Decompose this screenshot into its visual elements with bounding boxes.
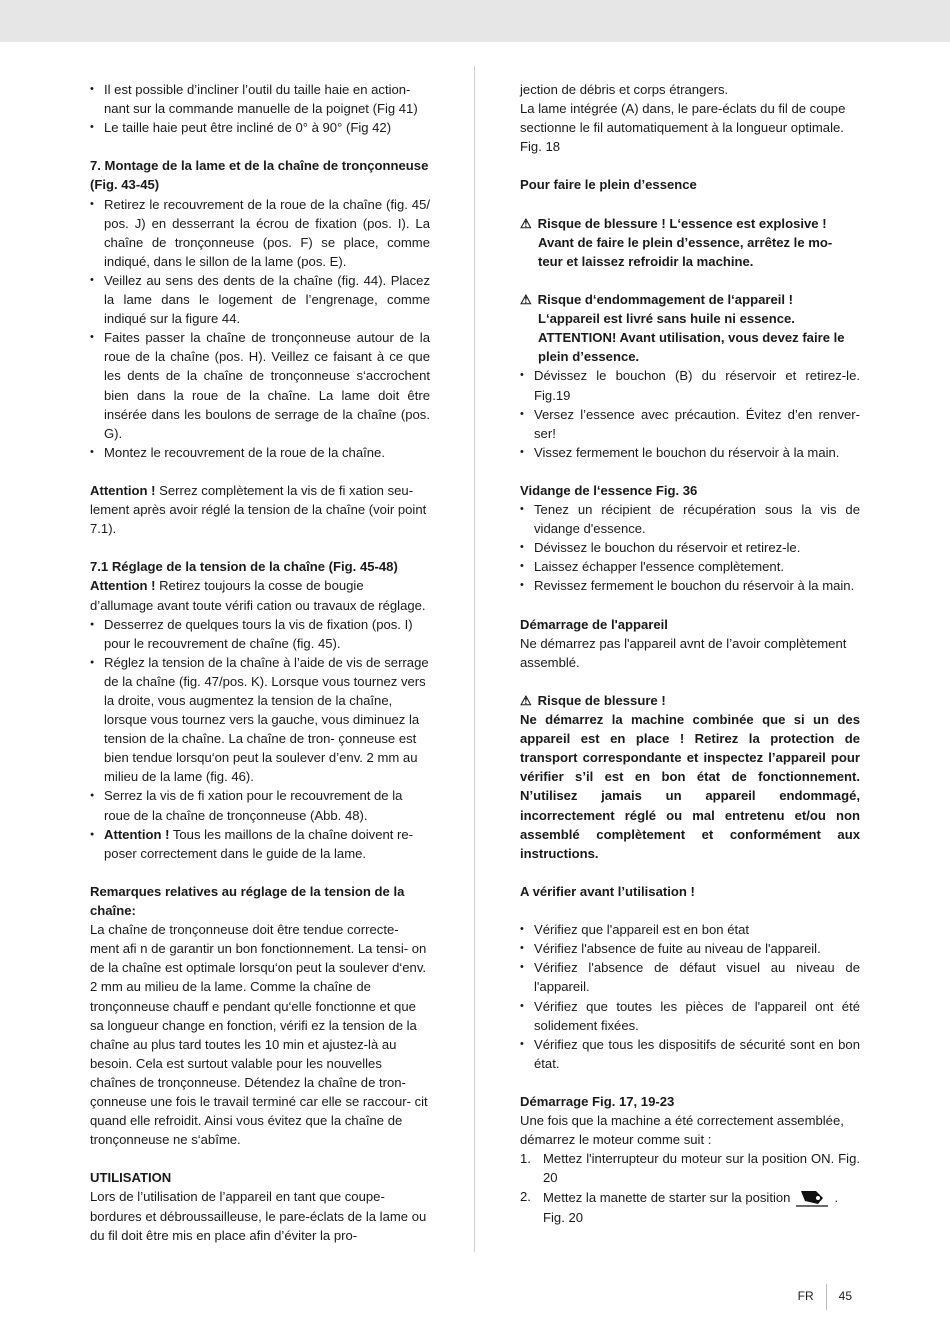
list-item: • Vissez fermement le bouchon du réservoir à la main. — [520, 443, 860, 462]
list-item: • Il est possible d’incliner l’outil du taille haie en action- nant sur la commande manuelle de la poignet (Fig 41) — [90, 80, 430, 118]
drain-title: Vidange de l‘essence Fig. 36 — [520, 482, 698, 498]
attention-text: Retirez toujours la cosse de bougie d’allumage avant toute vérifi cation ou travaux de réglage. — [90, 578, 426, 613]
warning-title: Risque de blessure ! L‘essence est explosive ! — [537, 215, 827, 231]
attention-text: Serrez complètement la vis de fi xation seu- lement après avoir réglé la tension de la chaîne (voir point 7.1). — [90, 482, 427, 537]
attention-label: Attention ! — [104, 826, 170, 842]
warning-text: L‘appareil est livré sans huile ni essence. ATTENTION! Avant utilisation, vous devez faire le plein d’essence. — [538, 311, 845, 365]
warning-text: Ne démarrez la machine combinée que si un des appareil est en place ! Retirez la protection de transport correspondante et inspectez l’appareil pour vérifier s’il est en bon état de fonctionnement. N’utilisez jamais un appareil endommagé, incorrectement réglé ou mal entretenu et/ou non assemblé complètement et conformément aux instructions. — [520, 712, 860, 861]
warning-text: Avant de faire le plein d’essence, arrêtez le mo- teur et laissez refroidir la machine. — [538, 234, 833, 269]
drain-list — [520, 500, 860, 595]
list-item: • Vérifiez que toutes les pièces de l'appareil ont été solidement fixées. — [520, 997, 860, 1035]
check-title: A vérifier avant l’utilisation ! — [520, 883, 695, 899]
utilisation-title: UTILISATION — [90, 1170, 172, 1186]
section-7-list — [90, 195, 430, 462]
list-item: • Revissez fermement le bouchon du réservoir à la main. — [520, 576, 860, 595]
warning-title: Risque de blessure ! — [537, 693, 666, 708]
attention-label: Attention ! — [90, 578, 156, 594]
step-number: 1. — [520, 1151, 531, 1167]
steps-list — [520, 1149, 860, 1226]
warning-triangle-icon: ⚠ — [520, 292, 532, 308]
step-fig: Fig. 20 — [543, 1209, 584, 1225]
left-column — [90, 80, 430, 1245]
startup-text: Ne démarrez pas l'appareil avnt de l’avoir complètement assemblé. — [520, 635, 847, 670]
list-item: • Retirez le recouvrement de la roue de la chaîne (fig. 45/ pos. J) en desserrant la écrou de fixation (pos. I). La chaîne de tronçonneuse (pos. F) se place, comme indiqué, dans le sillon de la lame (pos. E). — [90, 195, 430, 271]
list-item: ● Serrez la vis de fi xation pour le recouvrement de la roue de la chaîne de tronçonneuse (Abb. 48). — [90, 786, 430, 824]
fuel-title: Pour faire le plein d’essence — [520, 177, 697, 193]
attention-note-1 — [90, 481, 430, 538]
list-item — [90, 825, 430, 863]
column-divider — [474, 66, 475, 1252]
step-item — [520, 1187, 860, 1226]
list-item: • Vérifiez que l'appareil est en bon état — [520, 920, 860, 939]
choke-symbol-icon — [796, 1187, 828, 1207]
list-item: • Le taille haie peut être incliné de 0° à 90° (Fig 42) — [90, 118, 430, 137]
step-end: . — [834, 1190, 839, 1206]
attention-text: Tous les maillons de la chaîne doivent re- poser correctement dans le guide de la lame. — [104, 826, 414, 861]
section-7-1-list — [90, 615, 430, 863]
utilisation-text: Lors de l’utilisation de l’appareil en tant que coupe- bordures et débroussailleuse, le pare-éclats de la lame ou du fil doit être mis en place afin d’éviter la pro- — [90, 1189, 427, 1243]
continued-text: jection de débris et corps étrangers. — [520, 82, 729, 97]
top-band — [0, 0, 950, 42]
list-item: • Vérifiez l'absence de défaut visuel au niveau de l'appareil. — [520, 958, 860, 996]
footer-separator — [826, 1284, 827, 1310]
list-item: • Versez l’essence avec précaution. Évitez d’en renver- ser! — [520, 405, 860, 443]
list-item: • Dévissez le bouchon du réservoir et retirez-le. — [520, 538, 860, 557]
remarks-text: La chaîne de tronçonneuse doit être tendue correcte- ment afi n de garantir un bon fonctionnement. La tensi- on de la chaîne est optimale lorsqu‘on peut la soulever d‘env. 2 mm au milieu de la lame. Comme la chaîne de tronçonneuse chauff e pendant qu‘elle fonctionne et que sa longueur change en fonction, vérifi ez la tension de la chaîne au plus tard toutes les 10 min et ajustez-là au besoin. Cela est surtout valable pour les nouvelles chaînes de tronçonneuse. Détendez la chaîne de tron- çonneuse une fois le travail terminé car elle se raccour- cit quand elle refroidit. Ainsi vous évitez que la chaîne de tronçonneuse ne s‘abîme. — [90, 922, 428, 1148]
list-item: • Vérifiez que tous les dispositifs de sécurité sont en bon état. — [520, 1035, 860, 1073]
list-item: ● Desserrez de quelques tours la vis de fixation (pos. I) pour le recouvrement de chaîne (fig. 45). — [90, 615, 430, 653]
page-footer — [798, 1284, 852, 1310]
attention-label: Attention ! — [90, 482, 156, 498]
warning-triangle-icon: ⚠ — [520, 693, 532, 708]
page-number: 45 — [838, 1289, 852, 1304]
list-item: • Faites passer la chaîne de tronçonneuse autour de la roue de la chaîne (pos. H). Veillez ce faisant à ce que les dents de la chaîne de tronçonneuse s‘accrochent bien dans la roue de la chaîne. La lame doit être insérée dans les boulons de serrage de la chaîne (pos. G). — [90, 328, 430, 443]
starting-text: Une fois que la machine a été correctement assemblée, démarrez le moteur comme suit : — [520, 1113, 844, 1148]
list-item: • Dévissez le bouchon (B) du réservoir et retirez-le. Fig.19 — [520, 366, 860, 404]
blade-text: La lame intégrée (A) dans, le pare-éclats du fil de coupe sectionne le fil automatiquement à la longueur optimale. Fig. 18 — [520, 101, 846, 155]
check-list — [520, 920, 860, 1073]
fuel-list — [520, 366, 860, 461]
list-item: • Tenez un récipient de récupération sous la vis de vidange d'essence. — [520, 500, 860, 538]
step-text: Mettez l'interrupteur du moteur sur la position ON. Fig. 20 — [543, 1151, 860, 1186]
warning-triangle-icon: ⚠ — [520, 215, 532, 231]
list-item: • Veillez au sens des dents de la chaîne (fig. 44). Placez la lame dans le logement de l’engrenage, comme indiqué sur la figure 44. — [90, 271, 430, 328]
list-item: • Vérifiez l'absence de fuite au niveau de l'appareil. — [520, 939, 860, 958]
warning-damage — [520, 290, 860, 366]
right-column — [520, 80, 860, 1227]
list-item: • Montez le recouvrement de la roue de la chaîne. — [90, 443, 430, 462]
list-item: ● Réglez la tension de la chaîne à l’aide de vis de serrage de la chaîne (fig. 47/pos. K). Lorsque vous tournez vers la droite, vous augmentez la tension de la chaîne, lorsque vous tournez vers la gauche, vous diminuez la tension de la chaîne. La chaîne de tron- çonneuse est bien tendue lorsqu‘on peut la soulever d’env. 2 mm au milieu de la lame (fig. 46). — [90, 653, 430, 787]
warning-title: Risque d‘endommagement de l‘appareil ! — [537, 292, 794, 308]
intro-list — [90, 80, 430, 137]
startup-title: Démarrage de l'appareil — [520, 616, 668, 632]
warning-explosive — [520, 214, 860, 271]
attention-note-2 — [90, 576, 430, 614]
warning-injury — [520, 691, 860, 863]
remarks-title: Remarques relatives au réglage de la tension de la chaîne: — [90, 883, 405, 919]
starting-title: Démarrage Fig. 17, 19-23 — [520, 1093, 675, 1109]
step-item — [520, 1149, 860, 1187]
section-7-title: 7. Montage de la lame et de la chaîne de tronçonneuse (Fig. 43-45) — [90, 158, 429, 193]
language-code: FR — [797, 1289, 814, 1304]
step-text: Mettez la manette de starter sur la position — [543, 1190, 791, 1206]
list-item: • Laissez échapper l'essence complètement. — [520, 557, 860, 576]
section-7-1-title: 7.1 Réglage de la tension de la chaîne (Fig. 45-48) — [90, 559, 398, 575]
step-number: 2. — [520, 1189, 531, 1205]
